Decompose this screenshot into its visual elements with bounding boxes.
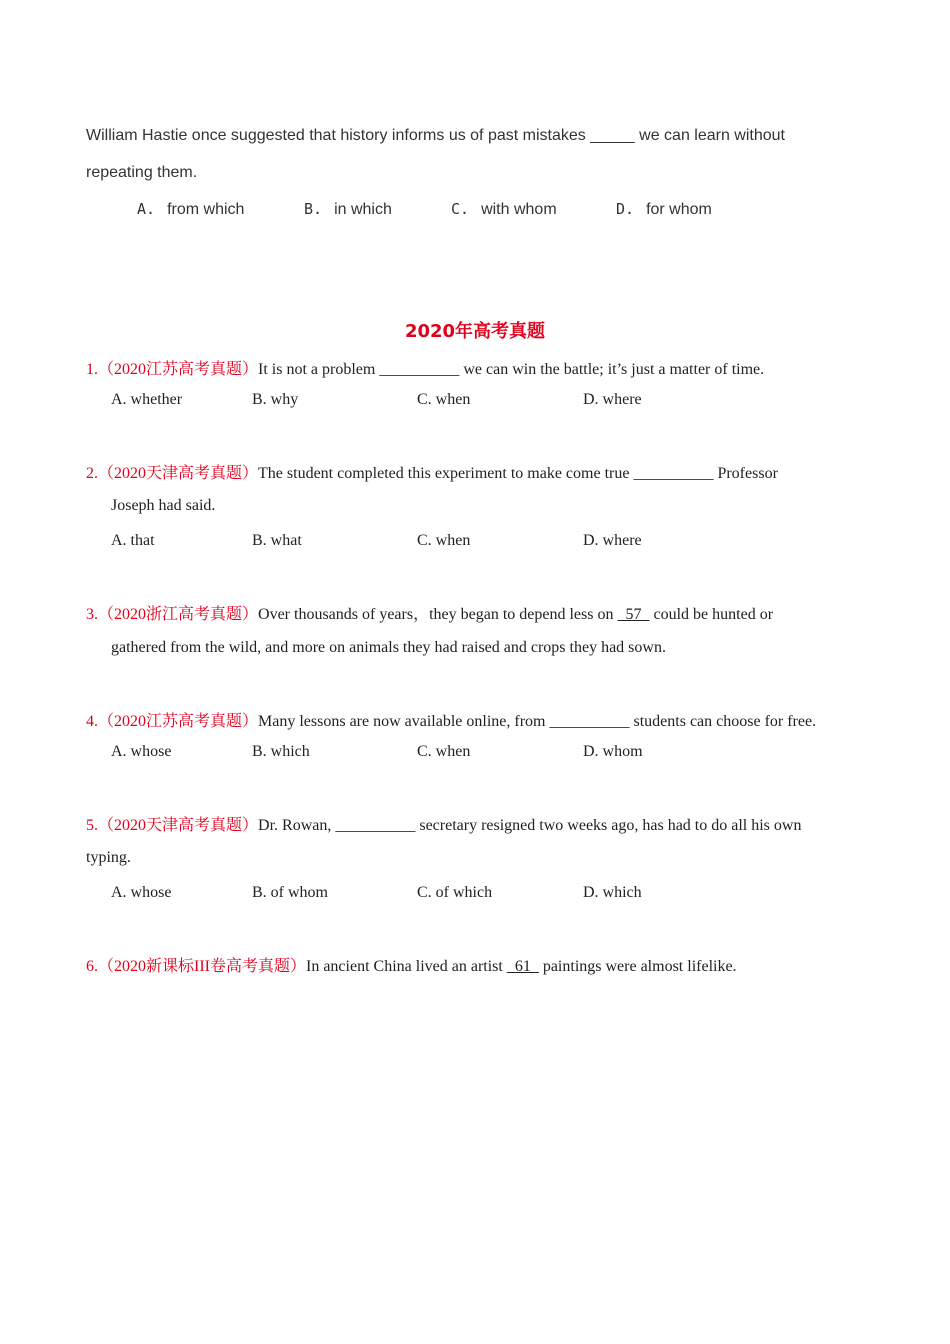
option-text: with whom	[481, 201, 557, 218]
question-number: 2.	[86, 465, 98, 482]
option-text: in which	[334, 201, 392, 218]
question-3	[86, 601, 773, 624]
question-2-line2: Joseph had said.	[111, 497, 216, 514]
question-source: （2020天津高考真题）	[98, 817, 259, 834]
question-text: Dr. Rowan, __________ secretary resigned two weeks ago, has had to do all his own	[258, 817, 802, 834]
question-number: 5.	[86, 817, 98, 834]
answer-blank: 61	[506, 958, 539, 975]
intro-option-d	[616, 200, 712, 219]
q2-option-c: C. when	[417, 532, 471, 549]
q2-option-b: B. what	[252, 532, 302, 549]
question-5	[86, 812, 801, 835]
q5-option-a: A. whose	[111, 884, 172, 901]
question-text: Many lessons are now available online, from __________ students can choose for free.	[258, 713, 817, 730]
option-text: from which	[167, 201, 245, 218]
q4-option-a: A. whose	[111, 743, 172, 760]
option-text: for whom	[646, 201, 712, 218]
question-1	[86, 356, 764, 379]
question-number: 6.	[86, 958, 98, 975]
question-number: 3.	[86, 606, 98, 623]
q5-option-b: B. of whom	[252, 884, 328, 901]
question-text: It is not a problem __________ we can win the battle; it’s just a matter of time.	[258, 361, 765, 378]
q4-option-b: B. which	[252, 743, 310, 760]
question-text-cont: paintings were almost lifelike.	[538, 958, 737, 975]
question-3-line2: gathered from the wild, and more on animals they had raised and crops they had sown.	[111, 639, 666, 656]
option-letter: D.	[616, 200, 635, 218]
question-source: （2020江苏高考真题）	[98, 361, 259, 378]
option-letter: A.	[137, 200, 156, 218]
question-text: The student completed this experiment to make come true __________ Professor	[258, 465, 778, 482]
intro-option-a	[137, 200, 244, 219]
q1-option-d: D. where	[583, 391, 642, 408]
option-letter: C.	[451, 200, 470, 218]
question-text: Over thousands of years，they began to depend less on	[258, 606, 618, 623]
question-source: （2020天津高考真题）	[98, 465, 259, 482]
intro-question-line2: repeating them.	[86, 164, 198, 181]
q1-option-a: A. whether	[111, 391, 183, 408]
option-letter: B.	[304, 200, 323, 218]
answer-blank: 57	[617, 606, 650, 623]
q1-option-b: B. why	[252, 391, 299, 408]
question-source: （2020江苏高考真题）	[98, 713, 259, 730]
question-text-cont: could be hunted or	[649, 606, 774, 623]
q1-option-c: C. when	[417, 391, 471, 408]
question-2	[86, 460, 778, 483]
intro-option-c	[451, 200, 557, 219]
q2-option-d: D. where	[583, 532, 642, 549]
question-4	[86, 708, 816, 731]
intro-option-b	[304, 200, 392, 219]
q4-option-c: C. when	[417, 743, 471, 760]
question-source: （2020浙江高考真题）	[98, 606, 259, 623]
question-5-line2: typing.	[86, 849, 131, 866]
q2-option-a: A. that	[111, 532, 155, 549]
question-number: 1.	[86, 361, 98, 378]
q5-option-c: C. of which	[417, 884, 493, 901]
section-title: 2020年高考真题	[404, 321, 546, 342]
q4-option-d: D. whom	[583, 743, 643, 760]
q5-option-d: D. which	[583, 884, 642, 901]
question-6	[86, 953, 737, 976]
question-text: In ancient China lived an artist	[306, 958, 507, 975]
question-source: （2020新课标III卷高考真题）	[98, 958, 306, 975]
intro-question-line1: William Hastie once suggested that history informs us of past mistakes _____ we can learn without	[86, 127, 785, 144]
question-number: 4.	[86, 713, 98, 730]
